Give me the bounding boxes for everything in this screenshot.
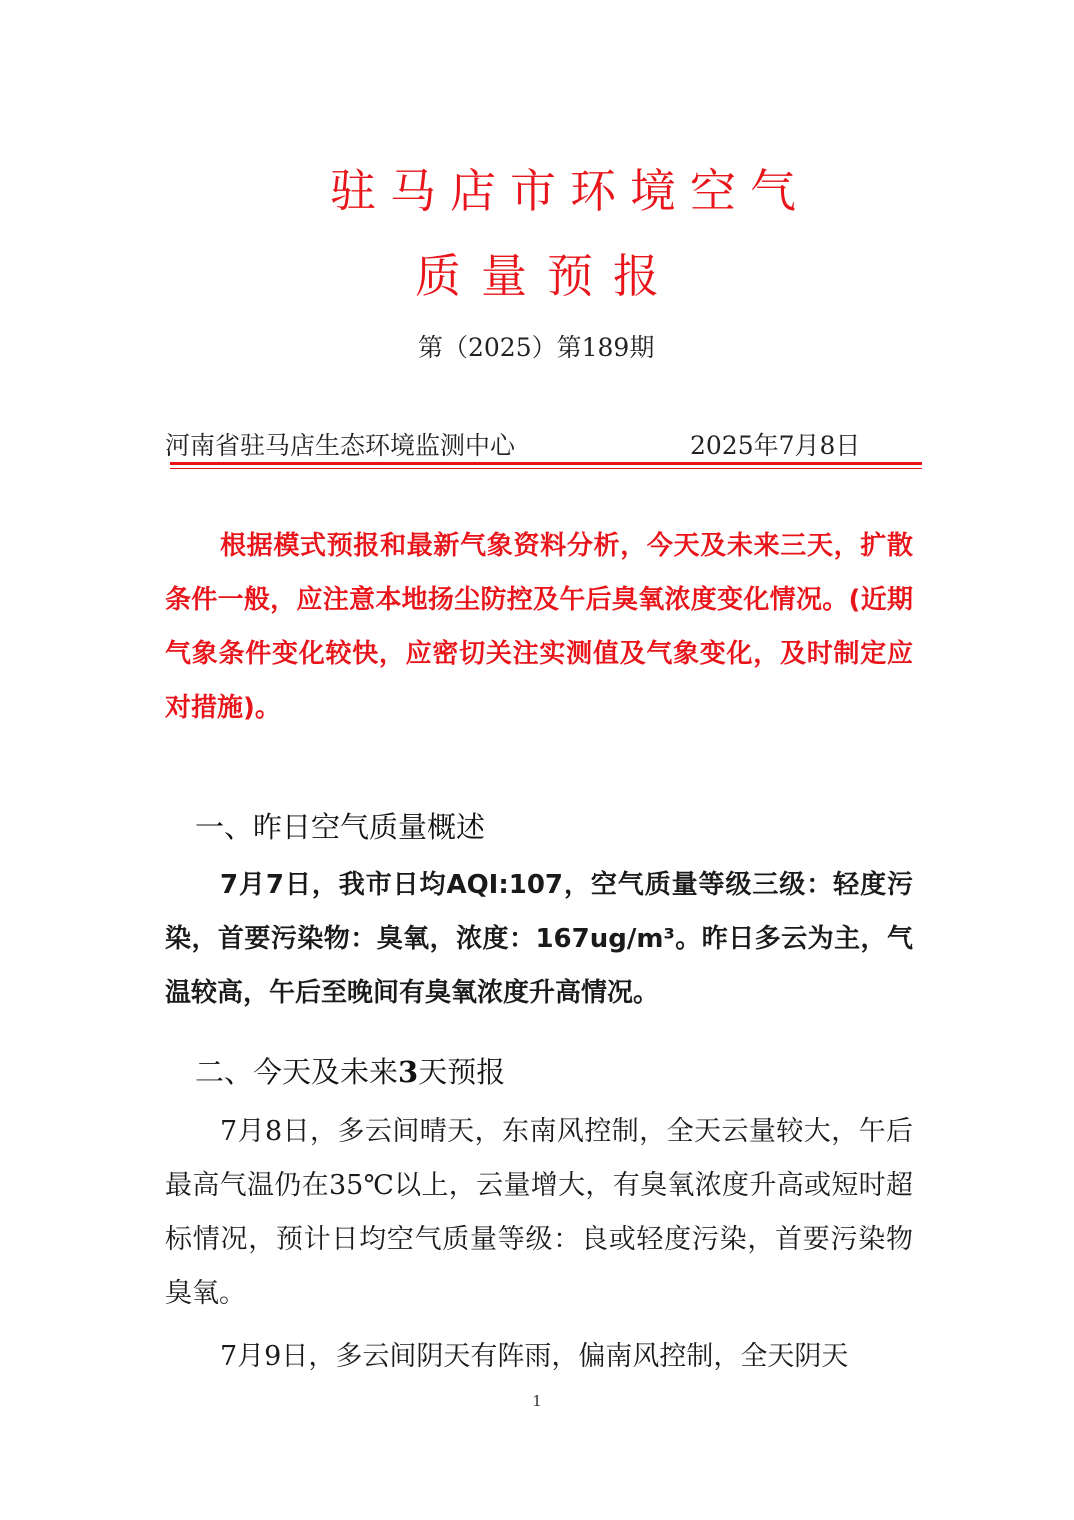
- forecast-day-2: 7月9日，多云间阴天有阵雨，偏南风控制，全天阴天: [220, 1341, 849, 1372]
- forecast-day-1: 7月8日，多云间晴天，东南风控制，全天云量较大，午后最高气温仍在35℃以上，云量增大，有臭氧浓度升高或短时超标情况，预计日均空气质量等级：良或轻度污染，首要污染物臭氧。: [165, 1116, 913, 1309]
- forecast-heading-suffix: 天预报: [418, 1055, 506, 1089]
- document-title-line-1: 驻马店市环境空气: [330, 164, 810, 218]
- yesterday-overview: 7月7日，我市日均AQI:107，空气质量等级三级：轻度污染，首要污染物：臭氧，浓度：167ug/m³。昨日多云为主，气温较高，午后至晚间有臭氧浓度升高情况。: [165, 870, 913, 1008]
- forecast-heading-prefix: 二、今天及未来: [195, 1055, 399, 1089]
- issuing-agency: 河南省驻马店生态环境监测中心: [165, 431, 516, 460]
- section-heading-yesterday: 一、昨日空气质量概述: [195, 810, 486, 844]
- issue-date: 2025年7月8日: [690, 431, 861, 460]
- document-title-line-2: 质量预报: [415, 249, 679, 303]
- issue-number: 第（2025）第189期: [418, 333, 655, 362]
- forecast-heading-number: 3: [398, 1055, 419, 1089]
- forecast-summary: 根据模式预报和最新气象资料分析，今天及未来三天，扩散条件一般，应注意本地扬尘防控及午后臭氧浓度变化情况。(近期气象条件变化较快，应密切关注实测值及气象变化，及时制定应对措施)。: [165, 531, 913, 723]
- section-heading-forecast: [195, 1050, 505, 1091]
- page-number: 1: [532, 1392, 542, 1410]
- header-divider-thick: [170, 462, 922, 465]
- header-divider-thin: [170, 468, 922, 469]
